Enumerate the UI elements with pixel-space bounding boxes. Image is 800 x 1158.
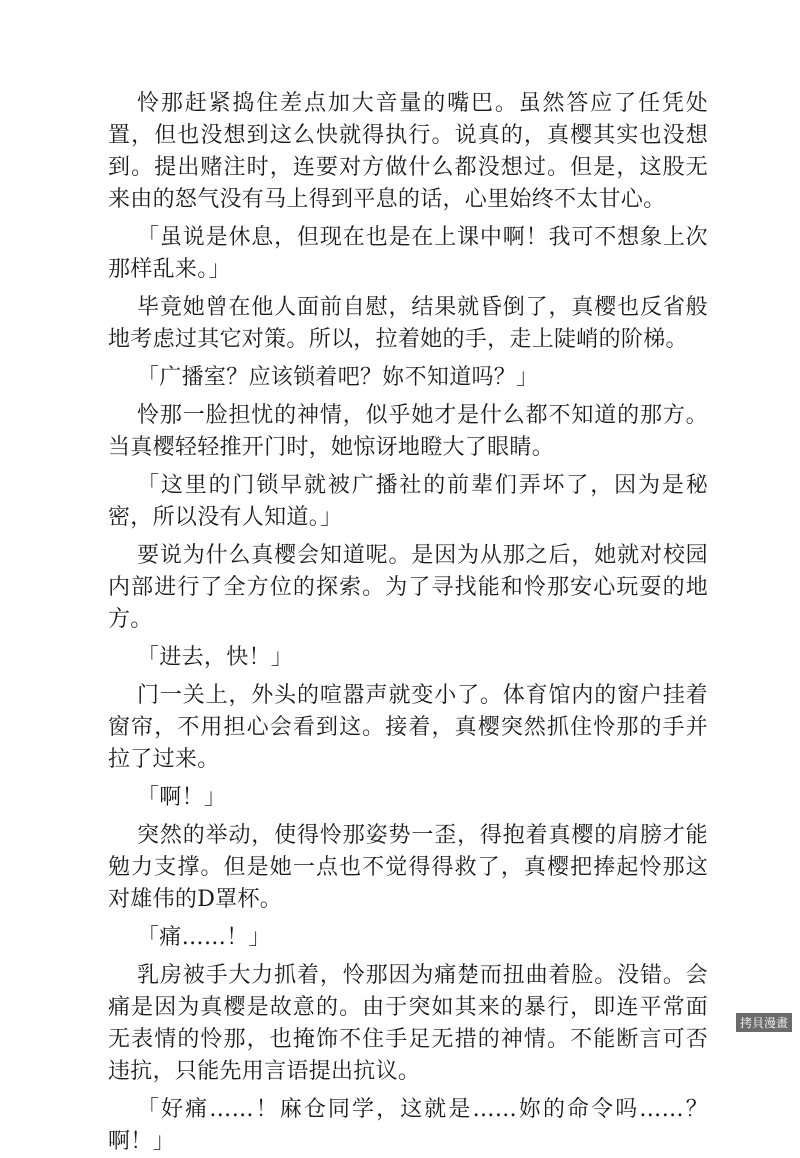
dialogue-paragraph: 「好痛……！麻仓同学，这就是……妳的命令吗……？啊！」 [108, 1097, 708, 1154]
dialogue-paragraph: 「这里的门锁早就被广播社的前辈们弄坏了，因为是秘密，所以没有人知道。」 [108, 473, 708, 530]
paragraph: 怜那赶紧捣住差点加大音量的嘴巴。虽然答应了任凭处置，但也没想到这么快就得执行。说真的，真樱其实也没想到。提出赌注时，连要对方做什么都没想过。但是，这股无来由的怒气没有马上得到平息的话，心里始终不太甘心。 [108, 91, 708, 212]
dialogue-paragraph: 「啊！」 [137, 785, 227, 810]
watermark-logo: 拷貝漫畫 [736, 1013, 792, 1032]
paragraph: 门一关上，外头的喧嚣声就变小了。体育馆内的窗户挂着窗帘，不用担心会看到这。接着，真樱突然抓住怜那的手并拉了过来。 [108, 683, 708, 772]
paragraph: 乳房被手大力抓着，怜那因为痛楚而扭曲着脸。没错。会痛是因为真樱是故意的。由于突如其来的暴行，即连平常面无表情的怜那，也掩饰不住手足无措的神情。不能断言可否违抗，只能先用言语提出抗议。 [108, 963, 708, 1084]
dialogue-paragraph: 「广播室？应该锁着吧？妳不知道吗？」 [137, 365, 539, 390]
dialogue-paragraph: 「虽说是休息，但现在也是在上课中啊！我可不想象上次那样乱来。」 [108, 225, 708, 282]
dialogue-paragraph: 「痛……！」 [137, 925, 271, 950]
paragraph: 毕竟她曾在他人面前自慰，结果就昏倒了，真樱也反省般地考虑过其它对策。所以，拉着她的手，走上陡峭的阶梯。 [108, 295, 708, 352]
novel-page [108, 88, 708, 1158]
paragraph: 要说为什么真樱会知道呢。是因为从那之后，她就对校园内部进行了全方位的探索。为了寻找能和怜那安心玩耍的地方。 [108, 543, 708, 632]
paragraph: 突然的举动，使得怜那姿势一歪，得抱着真樱的肩膀才能勉力支撑。但是她一点也不觉得得救了，真樱把捧起怜那这对雄伟的D罩杯。 [108, 823, 708, 912]
dialogue-paragraph: 「进去，快！」 [137, 645, 294, 670]
paragraph: 怜那一脸担忧的神情，似乎她才是什么都不知道的那方。当真樱轻轻推开门时，她惊讶地瞪大了眼睛。 [108, 403, 708, 460]
